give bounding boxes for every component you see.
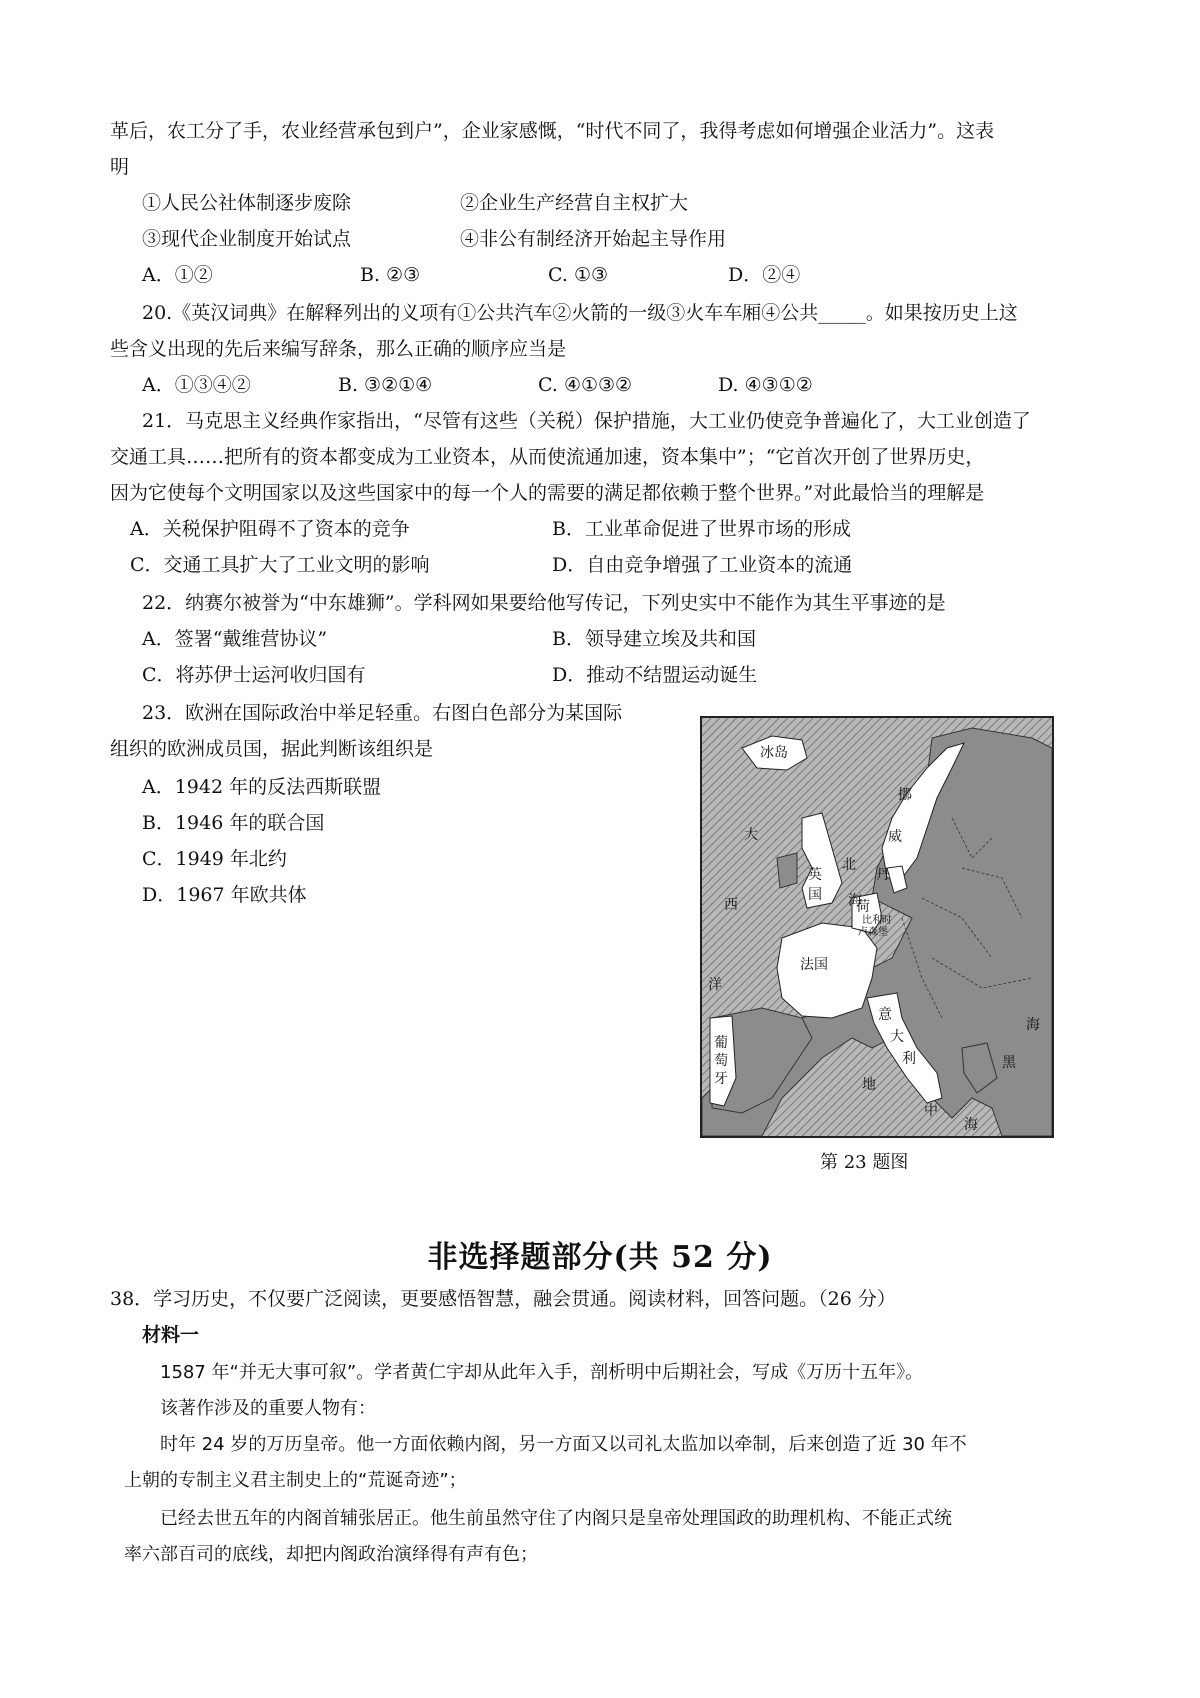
q23-option-c: C．1949 年北约 (142, 848, 287, 870)
q23-option-d: D．1967 年欧共体 (142, 884, 307, 906)
ireland (777, 853, 797, 888)
map-label-portugal-tao: 萄 (714, 1053, 728, 1069)
map-label-norway-wei: 威 (888, 829, 902, 845)
q20-stem-line-1: 20.《英汉词典》在解释列出的义项有①公共汽车②火箭的一级③火车车厢④公共_____。如果按历史上这 (142, 302, 1018, 324)
material-para-2: 该著作涉及的重要人物有： (160, 1398, 376, 1419)
q21-stem-line-2: 交通工具……把所有的资本都变成为工业资本，从而使流通加速，资本集中”；“它首次开创了世界历史， (110, 446, 985, 468)
q20-option-c: C. ④①③② (538, 374, 633, 396)
q23-stem-line-1: 23．欧洲在国际政治中举足轻重。右图白色部分为某国际 (142, 702, 623, 724)
q19-statement-4: ④非公有制经济开始起主导作用 (460, 228, 727, 250)
map-label-italy-da: 大 (890, 1029, 904, 1045)
q38-stem: 38．学习历史，不仅要广泛阅读，更要感悟智慧，融会贯通。阅读材料，回答问题。（26 分） (110, 1288, 896, 1310)
map-label-uk-ying: 英 (808, 867, 822, 883)
q22-stem-line-1: 22．纳赛尔被誉为“中东雄狮”。学科网如果要给他写传记，下列史实中不能作为其生平事迹的是 (142, 592, 946, 614)
europe-map-figure (700, 716, 1054, 1138)
continuation-line-2: 明 (110, 156, 130, 178)
material-para-3-line-1: 时年 24 岁的万历皇帝。他一方面依赖内阁，另一方面又以司礼太监加以牵制，后来创造了近 30 年不 (160, 1434, 967, 1455)
map-label-med-zhong: 中 (924, 1103, 938, 1119)
q21-option-a: A．关税保护阻碍不了资本的竞争 (130, 518, 410, 540)
q19-option-c: C. ①③ (548, 264, 609, 286)
map-label-atlantic-da: 大 (744, 827, 758, 843)
q19-statement-1: ①人民公社体制逐步废除 (142, 192, 352, 214)
map-label-denmark: 丹 (876, 867, 890, 883)
q20-stem-line-2: 些含义出现的先后来编写辞条，那么正确的顺序应当是 (110, 338, 567, 360)
q19-statement-3: ③现代企业制度开始试点 (142, 228, 352, 250)
q22-option-a: A．签署“戴维营协议” (142, 628, 328, 650)
q21-option-b: B．工业革命促进了世界市场的形成 (552, 518, 851, 540)
map-label-med-hai: 海 (964, 1117, 978, 1133)
map-label-north-sea-bei: 北 (842, 857, 856, 873)
section-title: 非选择题部分(共 52 分) (427, 1240, 773, 1275)
map-label-uk-guo: 国 (808, 887, 822, 903)
q21-option-d: D．自由竞争增强了工业资本的流通 (552, 554, 853, 576)
map-label-portugal-pu: 葡 (714, 1035, 728, 1051)
q23-stem-line-2: 组织的欧洲成员国，据此判断该组织是 (110, 738, 434, 760)
material-para-4-line-2: 率六部百司的底线，却把内阁政治演绎得有声有色； (124, 1544, 538, 1565)
q19-statement-2: ②企业生产经营自主权扩大 (460, 192, 689, 214)
map-label-north-sea-hai: 海 (848, 893, 862, 909)
q23-option-b: B．1946 年的联合国 (142, 812, 325, 834)
q21-option-c: C．交通工具扩大了工业文明的影响 (130, 554, 430, 576)
continuation-line-1: 革后，农工分了手，农业经营承包到户”，企业家感慨，“时代不同了，我得考虑如何增强企业活力”。这表 (110, 120, 995, 142)
map-label-italy-li: 利 (902, 1051, 916, 1067)
material-para-4-line-1: 已经去世五年的内阁首辅张居正。他生前虽然守住了内阁只是皇帝处理国政的助理机构、不能正式统 (160, 1508, 952, 1529)
q19-option-d: D．②④ (728, 264, 801, 286)
q19-option-a: A．①② (142, 264, 213, 286)
map-label-france: 法国 (800, 957, 828, 973)
q21-stem-line-1: 21．马克思主义经典作家指出，“尽管有这些（关税）保护措施，大工业仍使竞争普遍化了，大工业创造了 (142, 410, 1031, 432)
material-para-1: 1587 年“并无大事可叙”。学者黄仁宇却从此年入手，剖析明中后期社会，写成《万历十五年》。 (160, 1362, 924, 1383)
map-label-luxembourg: 卢森堡 (858, 927, 888, 938)
q20-option-b: B. ③②①④ (338, 374, 433, 396)
material-para-3-line-2: 上朝的专制主义君主制史上的“荒诞奇迹”； (124, 1470, 467, 1491)
q20-option-d: D. ④③①② (718, 374, 813, 396)
q21-stem-line-3: 因为它使每个文明国家以及这些国家中的每一个人的需要的满足都依赖于整个世界。”对此最恰当的理解是 (110, 482, 985, 504)
map-label-atlantic-xi: 西 (724, 897, 738, 913)
map-label-atlantic-yang: 洋 (708, 977, 722, 993)
map-label-med-di: 地 (862, 1077, 876, 1093)
q22-option-d: D．推动不结盟运动诞生 (552, 664, 758, 686)
map-label-belgium: 比利时 (862, 915, 892, 926)
material-one-title: 材料一 (142, 1324, 200, 1346)
map-label-black-sea-hei: 黑 (1002, 1055, 1016, 1071)
map-label-iceland: 冰岛 (760, 745, 788, 761)
map-label-italy-yi: 意 (878, 1007, 892, 1023)
q20-option-a: A．①③④② (142, 374, 251, 396)
map-label-portugal-ya: 牙 (714, 1071, 728, 1087)
q22-option-b: B．领导建立埃及共和国 (552, 628, 756, 650)
map-label-black-sea-hai: 海 (1026, 1017, 1040, 1033)
q23-option-a: A．1942 年的反法西斯联盟 (142, 776, 382, 798)
q22-option-c: C．将苏伊士运河收归国有 (142, 664, 366, 686)
q19-option-b: B. ②③ (360, 264, 421, 286)
map-label-norway-nuo: 挪 (898, 787, 912, 803)
map-label-netherlands: 荷 (856, 899, 870, 915)
map-caption: 第 23 题图 (820, 1152, 909, 1173)
